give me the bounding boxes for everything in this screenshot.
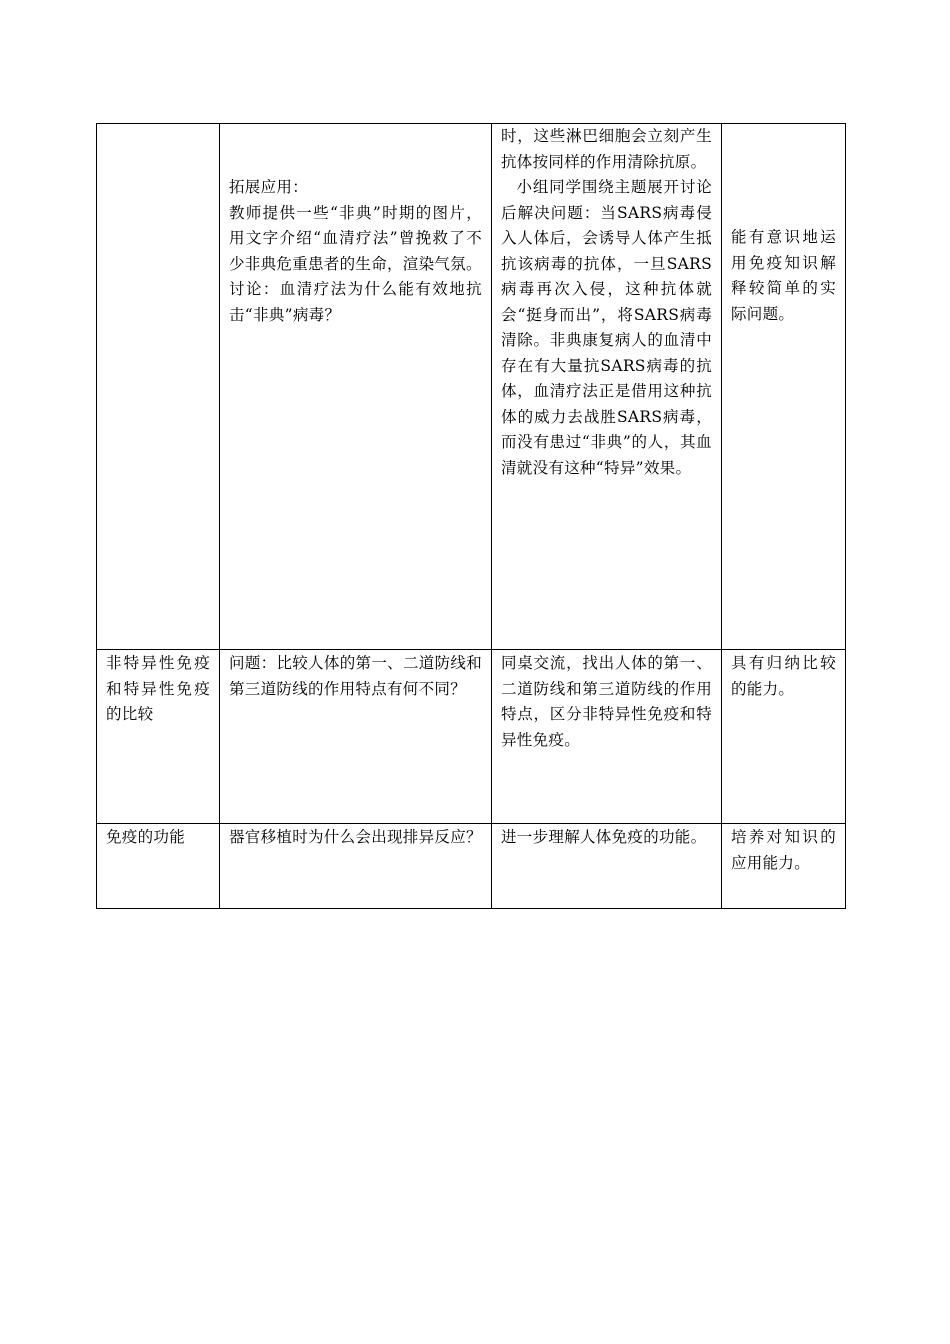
table-row	[97, 124, 846, 650]
topic-cell	[97, 824, 220, 909]
teacher-activity-heading: 拓展应用：	[229, 178, 309, 196]
student-activity-text: 时，这些淋巴细胞会立刻产生抗体按同样的作用清除抗原。	[501, 127, 712, 171]
topic-text: 非特异性免疫和特异性免疫的比较	[106, 654, 210, 723]
goal-cell	[722, 824, 846, 909]
teacher-activity-cell	[220, 824, 492, 909]
teacher-activity-text: 问题：比较人体的第一、二道防线和第三道防线的作用特点有何不同？	[229, 654, 482, 698]
table-row	[97, 650, 846, 824]
student-activity-text: 进一步理解人体免疫的功能。	[501, 828, 707, 846]
teacher-activity-discussion: 讨论：血清疗法为什么能有效地抗击“非典”病毒？	[229, 280, 482, 324]
student-activity-cell	[492, 124, 722, 650]
topic-cell	[97, 124, 220, 650]
lesson-plan-table	[96, 123, 846, 909]
student-activity-text: 同桌交流，找出人体的第一、二道防线和第三道防线的作用特点，区分非特异性免疫和特异性免疫。	[501, 654, 712, 749]
goal-text: 培养对知识的应用能力。	[731, 828, 836, 872]
teacher-activity-cell	[220, 650, 492, 824]
goal-cell	[722, 124, 846, 650]
teacher-activity-text: 器官移植时为什么会出现排异反应？	[229, 828, 482, 846]
goal-text: 能有意识地运用免疫知识解释较简单的实际问题。	[731, 228, 836, 323]
topic-text: 免疫的功能	[106, 828, 186, 846]
student-activity-cell	[492, 824, 722, 909]
student-activity-cell	[492, 650, 722, 824]
goal-text: 具有归纳比较的能力。	[731, 654, 836, 698]
table-row	[97, 824, 846, 909]
teacher-activity-text: 教师提供一些“非典”时期的图片，用文字介绍“血清疗法”曾挽救了不少非典危重患者的生命，渲染气氛。	[229, 203, 482, 273]
topic-cell	[97, 650, 220, 824]
goal-cell	[722, 650, 846, 824]
student-activity-text: 小组同学围绕主题展开讨论后解决问题：当SARS病毒侵入人体后，会诱导人体产生抵抗该病毒的抗体，一旦SARS病毒再次入侵，这种抗体就会“挺身而出”，将SARS病毒清除。非典康复病人的血清中存在有大量抗SARS病毒的抗体，血清疗法正是借用这种抗体的威力去战胜SARS病毒，而没有患过“非典”的人，其血清就没有这种“特异”效果。	[501, 178, 712, 477]
teacher-activity-cell	[220, 124, 492, 650]
